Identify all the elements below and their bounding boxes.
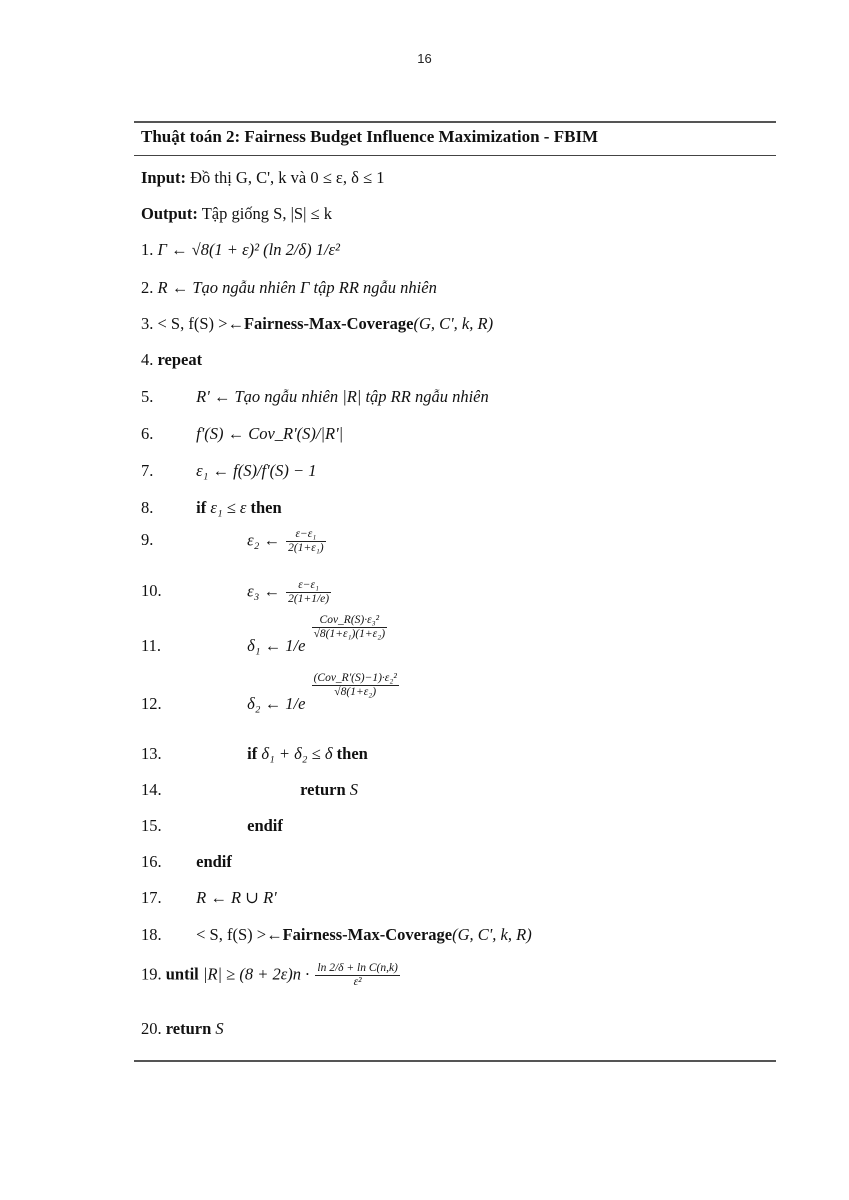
line-text: R ← R ∪ R' — [196, 888, 277, 907]
line-number: 17. — [141, 888, 162, 907]
exponent-fraction — [312, 672, 399, 699]
algo-line-19 — [141, 962, 400, 989]
fraction-numerator: ε−ε₁ — [286, 528, 325, 542]
line-text: ε₃ ← — [247, 581, 280, 601]
line-keyword-then: then — [250, 498, 282, 517]
fraction-denominator: √8(1+ε₁)(1+ε₂) — [313, 628, 386, 640]
line-pre: < S, f(S) >← — [196, 925, 283, 944]
line-number: 7. — [141, 461, 154, 480]
line-keyword: endif — [247, 816, 283, 835]
algo-line-17 — [141, 888, 277, 908]
algo-line-9 — [141, 528, 326, 555]
line-number: 10. — [141, 581, 162, 601]
line-keyword-then: then — [336, 744, 368, 763]
algo-line-7 — [141, 461, 317, 481]
fraction-numerator: ln 2/δ + ln C(n,k) — [317, 962, 398, 974]
algo-line-5 — [141, 387, 489, 407]
exponent-fraction — [312, 614, 387, 641]
line-text: ε₁ ≤ ε — [210, 498, 247, 517]
algo-line-6 — [141, 424, 343, 444]
output-line — [141, 204, 332, 224]
algo-line-18 — [141, 925, 532, 945]
algorithm-body — [134, 156, 776, 1060]
algo-line-2 — [141, 278, 437, 298]
line-keyword: if — [247, 744, 258, 763]
algo-line-13 — [141, 744, 368, 764]
line-text: f'(S) ← Cov_R'(S)/|R'| — [196, 424, 344, 443]
line-keyword: endif — [196, 852, 232, 871]
line-keyword: return — [165, 1019, 212, 1038]
line-number: 14. — [141, 780, 162, 799]
line-text: Γ ← √8(1 + ε)² (ln 2/δ) 1/ε² — [157, 240, 340, 259]
output-text: Tập giống S, |S| ≤ k — [201, 204, 332, 223]
algorithm-title: Thuật toán 2: Fairness Budget Influence Maximization - FBIM — [141, 127, 599, 146]
fraction — [315, 962, 400, 989]
line-number: 19. — [141, 964, 162, 984]
fraction-denominator: ε² — [353, 976, 362, 988]
input-label: Input: — [141, 168, 186, 187]
line-args: (G, C', k, R) — [452, 925, 532, 944]
fraction-denominator: 2(1+1/e) — [288, 593, 330, 605]
algo-line-1 — [141, 240, 340, 260]
line-func: Fairness-Max-Coverage — [243, 314, 414, 333]
line-text: δ₁ ← 1/e — [247, 636, 306, 655]
line-text: δ₂ ← 1/e — [247, 694, 306, 713]
line-text: |R| ≥ (8 + 2ε)n · — [202, 964, 310, 984]
algo-line-3 — [141, 314, 493, 334]
line-keyword: if — [196, 498, 207, 517]
line-text: S — [349, 780, 359, 799]
algo-line-20 — [141, 1019, 224, 1039]
line-number: 4. — [141, 350, 154, 369]
algo-line-4 — [141, 350, 202, 370]
line-keyword: until — [165, 964, 199, 984]
line-number: 15. — [141, 816, 162, 835]
algo-line-10 — [141, 579, 331, 606]
line-func: Fairness-Max-Coverage — [282, 925, 453, 944]
algo-line-11 — [141, 614, 387, 656]
algo-line-12 — [141, 672, 399, 714]
line-number: 20. — [141, 1019, 162, 1038]
line-text: R ← Tạo ngẫu nhiên Γ tập RR ngẫu nhiên — [157, 278, 437, 297]
algorithm-box — [134, 121, 776, 1062]
line-number: 5. — [141, 387, 154, 406]
fraction-denominator: √8(1+ε₂) — [334, 686, 377, 698]
fraction-numerator: Cov_R(S)·ε₃² — [312, 614, 387, 628]
line-keyword: return — [300, 780, 346, 799]
fraction — [286, 528, 325, 555]
line-number: 16. — [141, 852, 162, 871]
page-number: 16 — [417, 51, 432, 66]
line-text: ε₁ ← f(S)/f'(S) − 1 — [196, 461, 317, 480]
fraction-denominator: 2(1+ε₁) — [288, 542, 324, 554]
line-number: 18. — [141, 925, 162, 944]
fraction-numerator: (Cov_R'(S)−1)·ε₂² — [313, 672, 397, 684]
line-text: R' ← Tạo ngẫu nhiên |R| tập RR ngẫu nhiên — [196, 387, 489, 406]
line-number: 11. — [141, 636, 162, 655]
line-pre: < S, f(S) >← — [157, 314, 244, 333]
line-number: 3. — [141, 314, 154, 333]
fraction — [286, 579, 331, 606]
line-args: (G, C', k, R) — [413, 314, 494, 333]
line-number: 2. — [141, 278, 154, 297]
line-text: S — [215, 1019, 224, 1038]
line-text: δ₁ + δ₂ ≤ δ — [261, 744, 333, 763]
line-number: 13. — [141, 744, 162, 763]
line-number: 6. — [141, 424, 154, 443]
algo-line-14 — [141, 780, 358, 800]
line-number: 8. — [141, 498, 154, 517]
algo-line-8 — [141, 498, 282, 518]
line-number: 9. — [141, 530, 154, 550]
algo-line-15 — [141, 816, 283, 836]
output-label: Output: — [141, 204, 198, 223]
line-number: 12. — [141, 694, 162, 713]
input-line — [141, 168, 384, 188]
fraction-numerator: ε−ε₁ — [286, 579, 331, 593]
line-keyword: repeat — [157, 350, 203, 369]
line-text: ε₂ ← — [247, 530, 280, 550]
bottom-rule — [134, 1060, 776, 1062]
input-text: Đồ thị G, C', k và 0 ≤ ε, δ ≤ 1 — [190, 168, 385, 187]
line-number: 1. — [141, 240, 154, 259]
algo-line-16 — [141, 852, 232, 872]
